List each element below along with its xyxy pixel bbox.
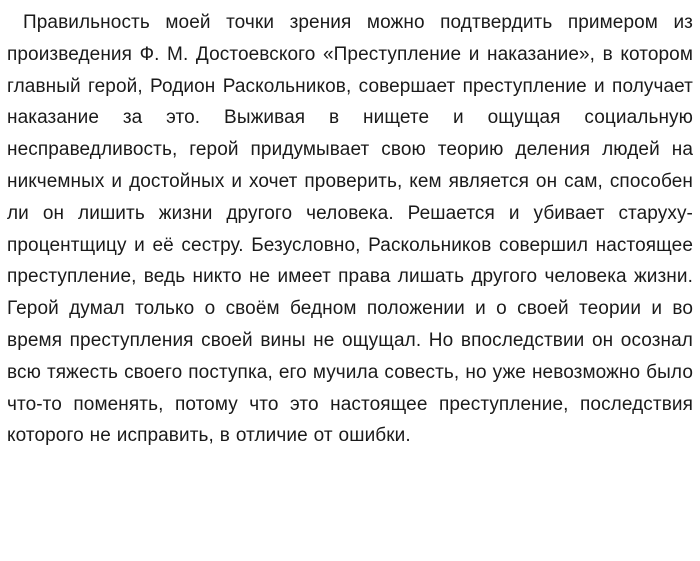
document-page (7, 7, 693, 452)
essay-paragraph: Правильность моей точки зрения можно подтвердить примером из произведения Ф. М. Достоевского «Преступление и наказание», в котором главный герой, Родион Раскольников, совершает преступление и получает наказание за это. Выживая в нищете и ощущая социальную несправедливость, герой придумывает свою теорию деления людей на никчемных и достойных и хочет проверить, кем является он сам, способен ли он лишить жизни другого человека. Решается и убивает старуху-процентщицу и её сестру. Безусловно, Раскольников совершил настоящее преступление, ведь никто не имеет права лишать другого человека жизни. Герой думал только о своём бедном положении и о своей теории и во время преступления своей вины не ощущал. Но впоследствии он осознал всю тяжесть своего поступка, его мучила совесть, но уже невозможно было что-то поменять, потому что это настоящее преступление, последствия которого не исправить, в отличие от ошибки. (7, 12, 693, 447)
